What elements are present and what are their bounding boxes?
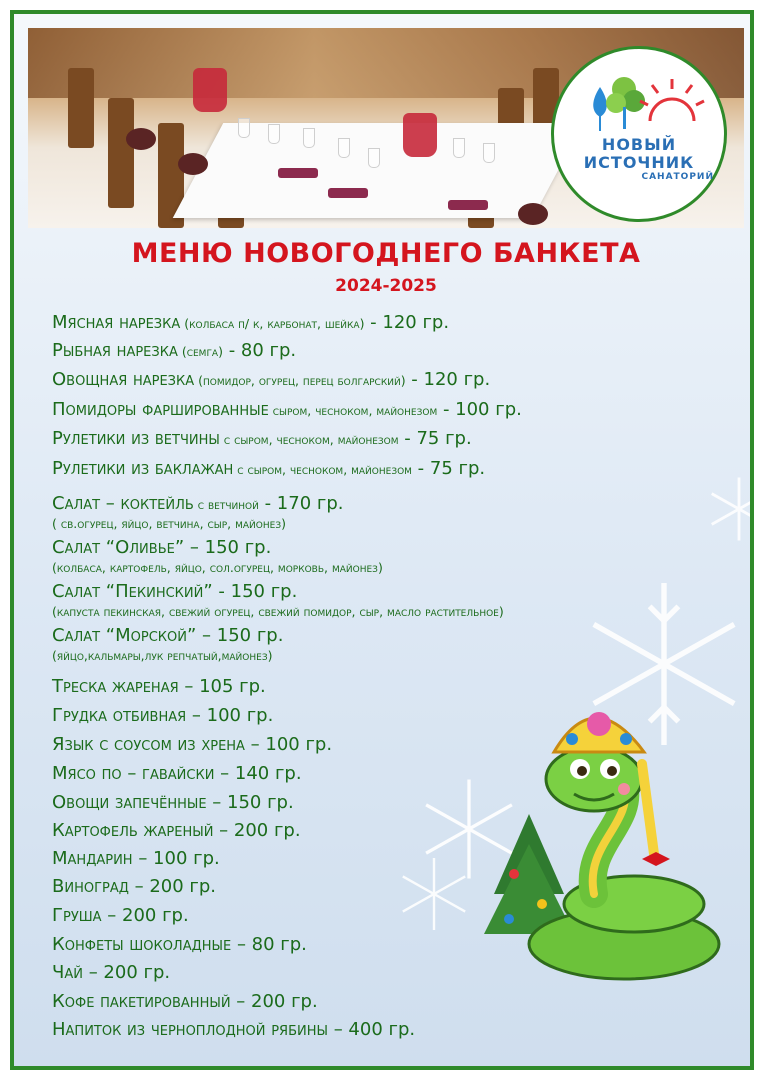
menu-poster xyxy=(10,10,754,1070)
menu-item-name: Напиток из черноплодной рябины xyxy=(52,1019,328,1040)
menu-item xyxy=(52,934,307,955)
menu-item xyxy=(52,340,296,361)
menu-item-weight: - 170 гр. xyxy=(258,493,344,514)
menu-item xyxy=(52,905,189,926)
menu-item-weight: - 120 гр. xyxy=(364,312,450,333)
menu-item-weight: – 400 гр. xyxy=(327,1019,416,1040)
menu-item-weight: – 150 гр. xyxy=(196,625,284,646)
menu-item-description: сыром, чесноком, майонезом xyxy=(268,403,438,418)
menu-item-weight: - 120 гр. xyxy=(405,369,491,390)
menu-item-ingredients: (колбаса, картофель, яйцо, сол.огурец, морковь, майонез) xyxy=(52,560,383,575)
menu-item xyxy=(52,537,271,558)
menu-item-name: Салат “Оливье” xyxy=(52,537,185,558)
menu-item xyxy=(52,734,332,755)
snake-character-icon xyxy=(484,694,734,994)
menu-item-name: Конфеты шоколадные xyxy=(52,934,232,955)
menu-item xyxy=(52,991,318,1012)
menu-item-ingredients: (капуста пекинская, свежий огурец, свежий помидор, сыр, масло растительное) xyxy=(52,604,504,619)
menu-item xyxy=(52,625,283,646)
menu-item-name: Рыбная нарезка xyxy=(52,340,178,361)
menu-item-description: с ветчиной xyxy=(193,497,259,512)
menu-item-name: Салат – коктейль xyxy=(52,493,194,514)
menu-item xyxy=(52,820,301,841)
menu-item-weight: - 80 гр. xyxy=(222,340,297,361)
menu-item-name: Груша xyxy=(52,905,102,926)
snowflake-icon xyxy=(704,474,754,544)
menu-item xyxy=(52,369,490,390)
menu-item xyxy=(52,458,485,479)
menu-item-weight: – 200 гр. xyxy=(101,905,189,926)
menu-item-name: Салат “Морской” xyxy=(52,625,197,646)
menu-item xyxy=(52,676,266,697)
menu-item-weight: – 140 гр. xyxy=(214,763,302,784)
menu-item-ingredients: (яйцо,кальмары,лук репчатый,майонез) xyxy=(52,648,273,663)
page-year: 2024-2025 xyxy=(335,276,437,296)
menu-item xyxy=(52,399,522,420)
menu-item-weight: - 100 гр. xyxy=(437,399,522,420)
menu-item-weight: – 100 гр. xyxy=(132,848,220,869)
snowflake-icon xyxy=(394,854,474,934)
menu-item xyxy=(52,792,294,813)
menu-item-weight: – 100 гр. xyxy=(186,705,274,726)
logo-line-1: НОВЫЙ xyxy=(601,135,677,154)
menu-item xyxy=(52,876,216,897)
menu-item xyxy=(52,428,472,449)
menu-item-name: Картофель жареный xyxy=(52,820,214,841)
menu-item-description: (помидор, огурец, перец болгарский) xyxy=(194,373,406,388)
menu-item-weight: – 200 гр. xyxy=(230,991,318,1012)
menu-item-name: Чай xyxy=(52,962,83,983)
menu-item xyxy=(52,848,220,869)
menu-item-name: Рулетики из ветчины xyxy=(52,428,220,449)
menu-item xyxy=(52,1019,415,1040)
menu-item-name: Мандарин xyxy=(52,848,133,869)
menu-item-name: Овощи запечённые xyxy=(52,792,207,813)
menu-item-description: с сыром, чесноком, майонезом xyxy=(219,432,399,447)
menu-item-ingredients: ( св.огурец, яйцо, ветчина, сыр, майонез) xyxy=(52,516,286,531)
menu-item-weight: – 100 гр. xyxy=(244,734,333,755)
menu-item-weight: – 200 гр. xyxy=(82,962,171,983)
menu-item-weight: – 150 гр. xyxy=(184,537,272,558)
menu-item-weight: - 75 гр. xyxy=(411,458,486,479)
menu-item xyxy=(52,312,449,333)
logo-line-3: САНАТОРИЙ xyxy=(641,172,714,182)
menu-item xyxy=(52,493,343,514)
menu-item-name: Грудка отбивная xyxy=(52,705,187,726)
menu-item-description: с сыром, чесноком, майонезом xyxy=(233,462,412,477)
menu-item-weight: - 75 гр. xyxy=(398,428,472,449)
page-title: МЕНЮ НОВОГОДНЕГО БАНКЕТА xyxy=(131,238,641,269)
menu-item-name: Салат “Пекинский” xyxy=(52,581,213,602)
menu-item-weight: - 150 гр. xyxy=(212,581,298,602)
logo-line-2: ИСТОЧНИК xyxy=(583,153,695,172)
menu-item xyxy=(52,962,170,983)
menu-item-description: (колбаса п/ к, карбонат, шейка) xyxy=(180,316,365,331)
menu-item-name: Треска жареная xyxy=(52,676,179,697)
menu-item-name: Помидоры фаршированные xyxy=(52,399,269,420)
menu-item-weight: – 200 гр. xyxy=(213,820,301,841)
menu-item-weight: – 150 гр. xyxy=(206,792,294,813)
menu-item xyxy=(52,763,302,784)
menu-item-weight: – 200 гр. xyxy=(128,876,217,897)
menu-item-weight: – 105 гр. xyxy=(178,676,266,697)
menu-item-name: Мясная нарезка xyxy=(52,312,181,333)
menu-item-name: Мясо по – гавайски xyxy=(52,763,215,784)
menu-item-name: Язык с соусом из хрена xyxy=(52,734,245,755)
menu-item-name: Овощная нарезка xyxy=(52,369,195,390)
menu-item xyxy=(52,705,273,726)
menu-item-name: Рулетики из баклажан xyxy=(52,458,234,479)
menu-item-description: (семга) xyxy=(177,344,223,359)
sanatorium-logo xyxy=(551,46,727,222)
menu-item-name: Кофе пакетированный xyxy=(52,991,231,1012)
menu-item xyxy=(52,581,297,602)
menu-item-weight: – 80 гр. xyxy=(231,934,307,955)
menu-item-name: Виноград xyxy=(52,876,129,897)
